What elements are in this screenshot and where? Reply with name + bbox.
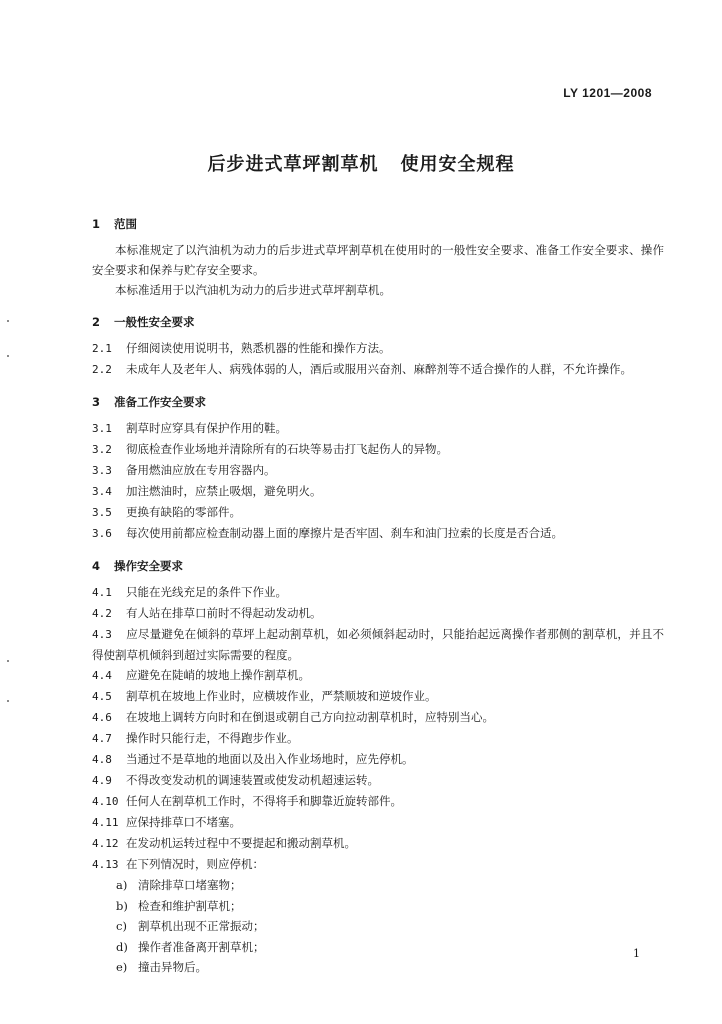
list-item: a) 清除排草口堵塞物； [116, 878, 242, 892]
title-main: 后步进式草坪割草机 [207, 154, 379, 175]
clause: 3.5 更换有缺陷的零部件。 [92, 505, 241, 519]
clause: 3.2 彻底检查作业场地并清除所有的石块等易击打飞起伤人的异物。 [92, 442, 448, 456]
clause: 4.8 当通过不是草地的地面以及出入作业场地时，应先停机。 [92, 752, 414, 766]
paragraph: 本标准适用于以汽油机为动力的后步进式草坪割草机。 [115, 283, 391, 297]
clause: 4.5 割草机在坡地上作业时，应横坡作业，严禁顺坡和逆坡作业。 [92, 689, 437, 703]
clause: 4.12 在发动机运转过程中不要提起和搬动割草机。 [92, 836, 356, 850]
clause: 4.6 在坡地上调转方向时和在倒退或朝自己方向拉动割草机时，应特别当心。 [92, 710, 494, 724]
list-item: c) 割草机出现不正常振动； [116, 919, 265, 933]
section-heading: 4 操作安全要求 [92, 559, 183, 573]
clause: 2.2 未成年人及老年人、病残体弱的人，酒后或服用兴奋剂、麻醉剂等不适合操作的人群，不允许操作。 [92, 362, 632, 376]
clause: 4.4 应避免在陡峭的坡地上操作割草机。 [92, 668, 310, 682]
section-preparation-safety [92, 391, 664, 544]
clause: 4.13 在下列情况时，则应停机： [92, 857, 264, 871]
clause: 3.3 备用燃油应放在专用容器内。 [92, 463, 276, 477]
list-item: b) 检查和维护割草机； [116, 898, 242, 913]
list-item: d) 操作者准备离开割草机； [116, 939, 265, 954]
section-scope [92, 213, 664, 300]
clause: 3.6 每次使用前都应检查制动器上面的摩擦片是否牢固、刹车和油门拉索的长度是否合适。 [92, 526, 563, 540]
section-heading: 2 一般性安全要求 [92, 315, 195, 329]
clause: 4.11 应保持排草口不堵塞。 [92, 815, 241, 829]
clause: 4.9 不得改变发动机的调速装置或使发动机超速运转。 [92, 773, 379, 787]
paragraph: 本标准规定了以汽油机为动力的后步进式草坪割草机在使用时的一般性安全要求、准备工作安全要求、操作安全要求和保养与贮存安全要求。 [92, 243, 664, 277]
clause: 4.7 操作时只能行走，不得跑步作业。 [92, 731, 299, 745]
section-heading: 3 准备工作安全要求 [92, 395, 206, 409]
section-operation-safety [92, 555, 664, 978]
clause: 3.1 割草时应穿具有保护作用的鞋。 [92, 421, 287, 435]
document-body [92, 213, 664, 978]
page-title [0, 150, 722, 176]
scan-speck [7, 660, 9, 662]
page-number: 1 [633, 947, 640, 960]
clause: 4.2 有人站在排草口前时不得起动发动机。 [92, 606, 322, 620]
scan-speck [7, 320, 9, 322]
list-item: e) 撞击异物后。 [116, 960, 207, 974]
section-heading: 1 范围 [92, 217, 137, 231]
section-general-safety [92, 311, 664, 380]
title-sub: 使用安全规程 [400, 154, 515, 175]
standard-code: LY 1201—2008 [563, 86, 652, 100]
clause: 4.3 应尽量避免在倾斜的草坪上起动割草机，如必须倾斜起动时，只能抬起远离操作者那侧的割草机，并且不得使割草机倾斜到超过实际需要的程度。 [92, 627, 664, 662]
clause: 3.4 加注燃油时，应禁止吸烟，避免明火。 [92, 484, 322, 498]
scan-speck [7, 355, 9, 357]
scan-speck [7, 700, 9, 702]
clause: 4.1 只能在光线充足的条件下作业。 [92, 585, 287, 599]
clause: 2.1 仔细阅读使用说明书，熟悉机器的性能和操作方法。 [92, 341, 391, 355]
clause: 4.10 任何人在割草机工作时，不得将手和脚靠近旋转部件。 [92, 794, 402, 808]
